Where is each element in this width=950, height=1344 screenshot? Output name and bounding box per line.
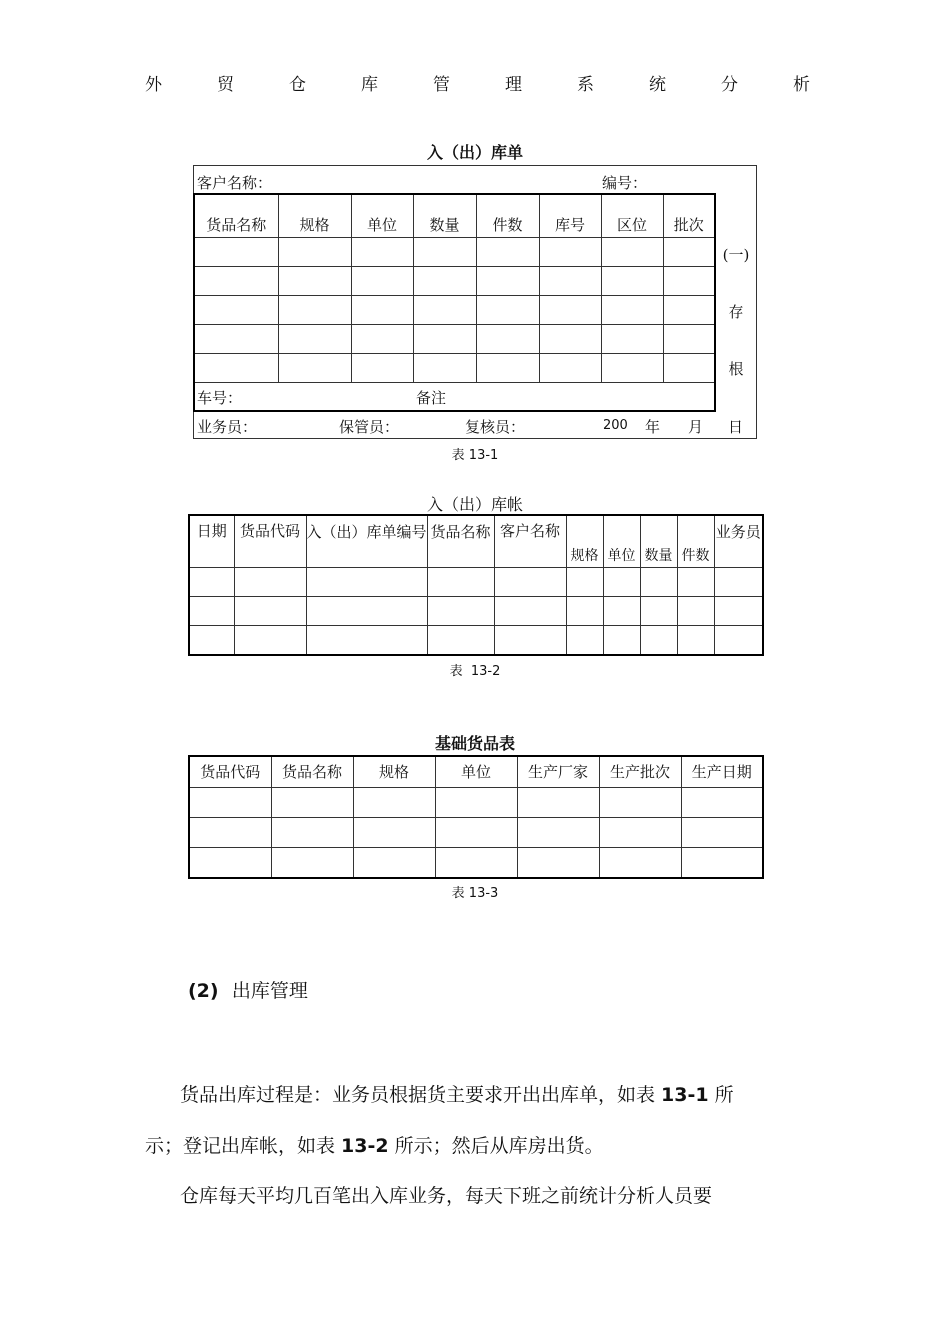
form2-col-header: 客户名称 bbox=[494, 515, 566, 567]
form3-col-header: 货品代码 bbox=[189, 756, 271, 787]
table-cell bbox=[677, 567, 714, 596]
table-row bbox=[195, 266, 714, 295]
table-cell bbox=[351, 324, 413, 353]
year-label: 年 bbox=[645, 418, 661, 436]
table-cell bbox=[189, 596, 234, 625]
table-cell bbox=[306, 596, 427, 625]
table-row bbox=[189, 787, 763, 817]
section-heading bbox=[188, 976, 308, 1003]
form3-table bbox=[188, 755, 764, 879]
table-cell bbox=[517, 817, 599, 847]
table-cell bbox=[663, 324, 714, 353]
table-cell bbox=[714, 625, 763, 655]
stub-side-label: 根 bbox=[728, 360, 744, 378]
day-label: 日 bbox=[728, 418, 744, 436]
table-cell bbox=[714, 567, 763, 596]
table-cell bbox=[663, 266, 714, 295]
table-cell bbox=[195, 353, 278, 382]
table-cell bbox=[278, 266, 351, 295]
table-cell bbox=[494, 625, 566, 655]
form1-header-row bbox=[195, 195, 714, 237]
table-cell bbox=[234, 625, 306, 655]
form1-col-header: 单位 bbox=[351, 195, 413, 237]
table-cell bbox=[601, 266, 663, 295]
paragraph-line: 仓库每天平均几百笔出入库业务，每天下班之前统计分析人员要 bbox=[180, 1185, 713, 1207]
table-cell bbox=[413, 295, 476, 324]
table-cell bbox=[271, 817, 353, 847]
month-label: 月 bbox=[688, 418, 704, 436]
keeper-label: 保管员： bbox=[339, 418, 400, 436]
table-cell bbox=[476, 237, 539, 266]
clerk-label: 业务员： bbox=[197, 418, 258, 436]
header-char: 系 bbox=[577, 75, 594, 95]
table-cell bbox=[189, 817, 271, 847]
table-cell bbox=[601, 295, 663, 324]
customer-name-label: 客户名称： bbox=[197, 174, 273, 192]
table-cell bbox=[539, 353, 601, 382]
table-cell bbox=[566, 625, 603, 655]
stub-side-label: 存 bbox=[728, 303, 744, 321]
table-cell bbox=[601, 324, 663, 353]
table-cell bbox=[353, 787, 435, 817]
form2-col-header: 货品名称 bbox=[427, 515, 494, 567]
form3-caption: 表 13-3 bbox=[451, 886, 499, 901]
checker-label: 复核员： bbox=[465, 418, 526, 436]
form3-col-header: 单位 bbox=[435, 756, 517, 787]
table-cell bbox=[271, 787, 353, 817]
table-row bbox=[189, 817, 763, 847]
table-cell bbox=[663, 237, 714, 266]
table-cell bbox=[195, 266, 278, 295]
table-cell bbox=[413, 237, 476, 266]
form2-col-header: 入（出）库单编号 bbox=[306, 515, 427, 567]
table-row bbox=[189, 625, 763, 655]
table-cell bbox=[353, 817, 435, 847]
form3-title: 基础货品表 bbox=[434, 734, 515, 753]
table-cell bbox=[278, 237, 351, 266]
table-cell bbox=[640, 625, 677, 655]
header-char: 仓 bbox=[289, 75, 306, 95]
table-cell bbox=[278, 324, 351, 353]
table-ref: 13-2 bbox=[341, 1135, 389, 1157]
table-cell bbox=[539, 324, 601, 353]
form2-col-header: 日期 bbox=[189, 515, 234, 567]
table-row bbox=[189, 567, 763, 596]
table-cell bbox=[427, 596, 494, 625]
table-cell bbox=[278, 295, 351, 324]
form2-caption: 表 13-2 bbox=[449, 664, 501, 679]
table-cell bbox=[278, 353, 351, 382]
table-cell bbox=[640, 567, 677, 596]
table-ref: 13-1 bbox=[661, 1084, 709, 1106]
table-row bbox=[189, 596, 763, 625]
table-cell bbox=[566, 567, 603, 596]
table-cell bbox=[306, 567, 427, 596]
table-row bbox=[195, 353, 714, 382]
table-cell bbox=[539, 237, 601, 266]
table-cell bbox=[663, 353, 714, 382]
table-cell bbox=[427, 567, 494, 596]
table-row bbox=[195, 237, 714, 266]
form2-col-header: 单位 bbox=[603, 515, 640, 567]
table-cell bbox=[195, 324, 278, 353]
table-cell bbox=[714, 596, 763, 625]
table-cell bbox=[603, 625, 640, 655]
table-cell bbox=[413, 353, 476, 382]
form1-col-header: 数量 bbox=[413, 195, 476, 237]
table-cell bbox=[601, 237, 663, 266]
header-char: 管 bbox=[433, 75, 450, 95]
table-cell bbox=[189, 787, 271, 817]
table-cell bbox=[234, 596, 306, 625]
table-cell bbox=[681, 817, 763, 847]
form1-col-header: 件数 bbox=[476, 195, 539, 237]
form1-col-header: 区位 bbox=[601, 195, 663, 237]
table-cell bbox=[566, 596, 603, 625]
table-cell bbox=[603, 567, 640, 596]
paragraph-text: 所示；然后从库房出货。 bbox=[388, 1135, 604, 1157]
header-char: 外 bbox=[145, 75, 162, 95]
form2-col-header: 业务员 bbox=[714, 515, 763, 567]
table-cell bbox=[599, 787, 681, 817]
form2-col-header: 件数 bbox=[677, 515, 714, 567]
table-cell bbox=[476, 353, 539, 382]
table-cell bbox=[677, 596, 714, 625]
form2-col-header: 规格 bbox=[566, 515, 603, 567]
header-char: 库 bbox=[361, 75, 378, 95]
stub-side-label: (一) bbox=[722, 246, 750, 264]
table-row bbox=[195, 295, 714, 324]
table-cell bbox=[351, 295, 413, 324]
form1-table bbox=[195, 195, 714, 383]
form3-col-header: 货品名称 bbox=[271, 756, 353, 787]
table-cell bbox=[599, 817, 681, 847]
form1-caption: 表 13-1 bbox=[451, 448, 499, 463]
table-cell bbox=[189, 847, 271, 878]
table-cell bbox=[599, 847, 681, 878]
table-cell bbox=[351, 353, 413, 382]
table-cell bbox=[353, 847, 435, 878]
table-cell bbox=[539, 266, 601, 295]
table-cell bbox=[601, 353, 663, 382]
table-cell bbox=[435, 787, 517, 817]
form1-title: 入（出）库单 bbox=[426, 143, 523, 162]
table-cell bbox=[189, 625, 234, 655]
form1-col-header: 批次 bbox=[663, 195, 714, 237]
header-char: 统 bbox=[649, 75, 666, 95]
paragraph-text: 货品出库过程是：业务员根据货主要求开出出库单，如表 bbox=[180, 1084, 662, 1106]
table-cell bbox=[494, 596, 566, 625]
table-cell bbox=[271, 847, 353, 878]
table-cell bbox=[435, 847, 517, 878]
form3-col-header: 规格 bbox=[353, 756, 435, 787]
table-cell bbox=[413, 324, 476, 353]
number-label: 编号： bbox=[602, 174, 648, 192]
form1-col-header: 规格 bbox=[278, 195, 351, 237]
remark-label: 备注 bbox=[416, 389, 447, 407]
table-cell bbox=[681, 787, 763, 817]
table-cell bbox=[476, 295, 539, 324]
table-cell bbox=[476, 324, 539, 353]
table-cell bbox=[195, 237, 278, 266]
form3-col-header: 生产日期 bbox=[681, 756, 763, 787]
table-cell bbox=[539, 295, 601, 324]
section-number: (2) bbox=[188, 980, 219, 1002]
table-row bbox=[195, 324, 714, 353]
header-char: 贸 bbox=[217, 75, 234, 95]
table-cell bbox=[413, 266, 476, 295]
table-cell bbox=[517, 787, 599, 817]
form1-col-header: 库号 bbox=[539, 195, 601, 237]
table-cell bbox=[640, 596, 677, 625]
year-prefix: 200 bbox=[603, 418, 628, 433]
header-char: 析 bbox=[793, 75, 810, 95]
paragraph-line bbox=[180, 1080, 734, 1107]
paragraph-text: 示；登记出库帐，如表 bbox=[145, 1135, 342, 1157]
table-cell bbox=[427, 625, 494, 655]
form2-col-header: 数量 bbox=[640, 515, 677, 567]
form2-table bbox=[188, 514, 764, 656]
table-cell bbox=[189, 567, 234, 596]
table-cell bbox=[494, 567, 566, 596]
table-cell bbox=[677, 625, 714, 655]
table-cell bbox=[195, 295, 278, 324]
form2-header-row bbox=[189, 515, 763, 567]
table-cell bbox=[234, 567, 306, 596]
header-char: 理 bbox=[505, 75, 522, 95]
form3-col-header: 生产批次 bbox=[599, 756, 681, 787]
table-cell bbox=[663, 295, 714, 324]
section-title: 出库管理 bbox=[231, 980, 308, 1002]
form1-col-header: 货品名称 bbox=[195, 195, 278, 237]
table-cell bbox=[681, 847, 763, 878]
paragraph-text: 所 bbox=[708, 1084, 734, 1106]
page-header bbox=[145, 70, 810, 95]
table-cell bbox=[476, 266, 539, 295]
table-cell bbox=[603, 596, 640, 625]
form3-col-header: 生产厂家 bbox=[517, 756, 599, 787]
header-char: 分 bbox=[721, 75, 738, 95]
form2-col-header: 货品代码 bbox=[234, 515, 306, 567]
table-cell bbox=[351, 266, 413, 295]
table-cell bbox=[306, 625, 427, 655]
table-row bbox=[189, 847, 763, 878]
car-number-label: 车号： bbox=[197, 389, 243, 407]
table-cell bbox=[351, 237, 413, 266]
form3-header-row bbox=[189, 756, 763, 787]
form2-title: 入（出）库帐 bbox=[426, 495, 523, 514]
table-cell bbox=[435, 817, 517, 847]
paragraph-line bbox=[145, 1131, 604, 1158]
table-cell bbox=[517, 847, 599, 878]
